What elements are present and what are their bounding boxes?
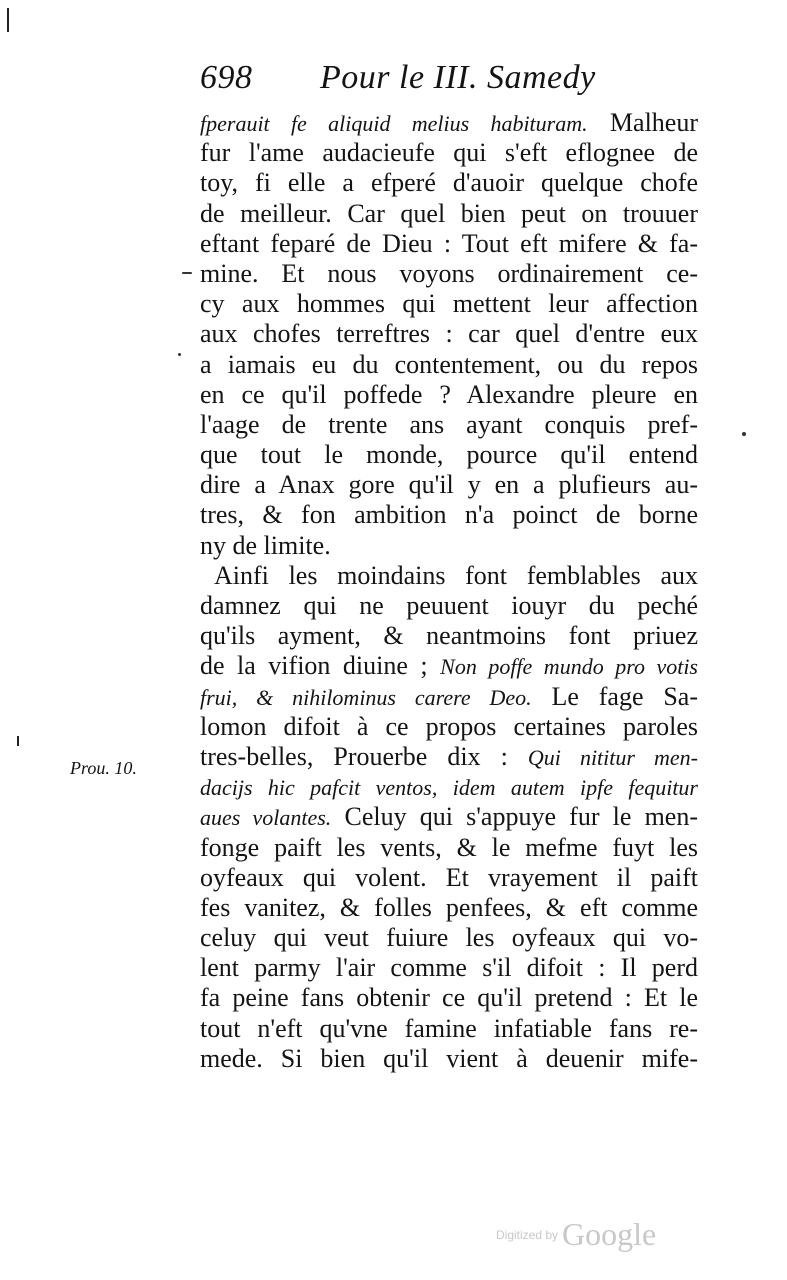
ink-speck	[742, 432, 746, 436]
text-line: fa peine fans obtenir ce qu'il pretend : Et le	[200, 983, 698, 1013]
page-header	[200, 58, 610, 106]
text-line: mine. Et nous voyons ordinairement ce-	[200, 258, 698, 288]
running-title: Pour le III. Samedy	[320, 59, 596, 96]
text-line	[200, 772, 698, 802]
watermark-caption: Digitized by	[496, 1227, 559, 1242]
text-line: aux chofes terreftres : car quel d'entre eux	[200, 319, 698, 349]
text-line: qu'ils ayment, & neantmoins font priuez	[200, 621, 698, 651]
latin-quote: aues volantes.	[200, 805, 332, 831]
text-line: de meilleur. Car quel bien peut on trouuer	[200, 198, 698, 228]
text-line: fes vanitez, & folles penfees, & eft comme	[200, 892, 698, 922]
text-line: que tout le monde, pource qu'il entend	[200, 440, 698, 470]
text-line: mede. Si bien qu'il vient à deuenir mife-	[200, 1043, 698, 1073]
text-line: cy aux hommes qui mettent leur affection	[200, 289, 698, 319]
text-line: oyfeaux qui volent. Et vrayement il paift	[200, 862, 698, 892]
text-line: damnez qui ne peuuent iouyr du peché	[200, 591, 698, 620]
latin-quote: dacijs hic pafcit ventos, idem autem ipfe fequitur	[200, 775, 698, 801]
latin-quote: frui, & nihilominus carere Deo.	[200, 684, 532, 710]
text-line: en ce qu'il poffede ? Alexandre pleure en	[200, 379, 698, 409]
text-line: celuy qui veut fuiure les oyfeaux qui vo-	[200, 923, 698, 953]
ink-speck	[182, 272, 192, 274]
paragraph-start-line: Ainfi les moindains font femblables aux	[214, 560, 698, 590]
text-line: l'aage de trente ans ayant conquis pref-	[200, 409, 698, 439]
ink-speck	[178, 353, 181, 356]
latin-quote: Non poffe mundo pro votis	[440, 654, 698, 680]
google-logo: Google	[562, 1216, 657, 1252]
text-line: lomon difoit à ce propos certaines paroles	[200, 711, 698, 741]
digitized-by-google-watermark	[496, 1216, 656, 1253]
page-number: 698	[200, 59, 253, 96]
page-edge-mark	[17, 736, 19, 746]
text-line: tres, & fon ambition n'a poinct de borne	[200, 500, 698, 530]
text-line: de la vifion diuine ; Non poffe mundo pro votis	[200, 651, 698, 681]
text-line: eftant feparé de Dieu : Tout eft mifere & fa-	[200, 228, 698, 258]
text-line: dire a Anax gore qu'il y en a plufieurs au-	[200, 470, 698, 500]
text-line: fonge paift les vents, & le mefme fuyt les	[200, 832, 698, 862]
text-line: aues volantes. Celuy qui s'appuye fur le men-	[200, 802, 698, 832]
text-line: ny de limite.	[200, 530, 331, 560]
text-line: toy, fi elle a efperé d'auoir quelque chofe	[200, 168, 698, 198]
text-line: tout n'eft qu'vne famine infatiable fans re-	[200, 1013, 698, 1043]
text-line: fur l'ame audacieufe qui s'eft eflognee de	[200, 138, 698, 168]
text-line: lent parmy l'air comme s'il difoit : Il perd	[200, 953, 698, 983]
page-edge-mark	[7, 8, 9, 32]
text-line: tres-belles, Prouerbe dix : Qui nititur men-	[200, 741, 698, 771]
margin-note: Prou. 10.	[70, 758, 137, 778]
latin-quote: fperauit fe aliquid melius habituram.	[200, 111, 588, 136]
latin-quote: Qui nititur men-	[527, 744, 698, 770]
text-line: frui, & nihilominus carere Deo. Le fage Sa-	[200, 681, 699, 711]
text-line: fperauit fe aliquid melius habituram. Malheur	[200, 108, 698, 137]
body-text	[200, 108, 698, 1074]
text-line: a iamais eu du contentement, ou du repos	[200, 349, 698, 379]
